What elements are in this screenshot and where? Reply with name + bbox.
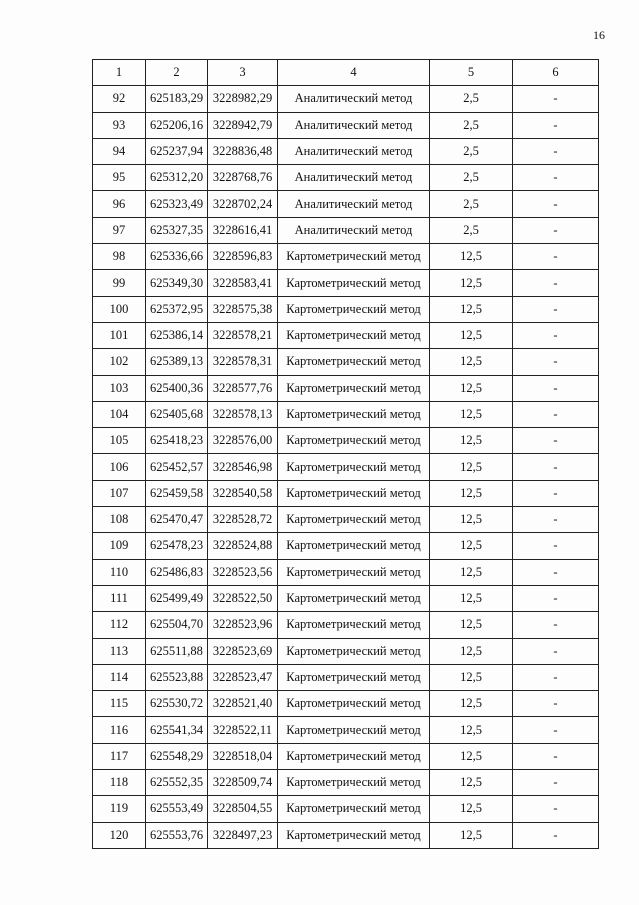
method-cell: Картометрический метод bbox=[278, 585, 430, 611]
note-cell: - bbox=[513, 244, 599, 270]
table-row bbox=[93, 480, 599, 506]
accuracy-cell: 2,5 bbox=[430, 191, 513, 217]
method-cell: Аналитический метод bbox=[278, 165, 430, 191]
y-coordinate-cell: 3228522,11 bbox=[208, 717, 278, 743]
table-row bbox=[93, 86, 599, 112]
note-cell: - bbox=[513, 217, 599, 243]
accuracy-cell: 12,5 bbox=[430, 480, 513, 506]
accuracy-cell: 12,5 bbox=[430, 296, 513, 322]
table-row bbox=[93, 217, 599, 243]
point-number-cell: 119 bbox=[93, 796, 146, 822]
point-number-cell: 113 bbox=[93, 638, 146, 664]
table-row bbox=[93, 822, 599, 848]
y-coordinate-cell: 3228523,47 bbox=[208, 664, 278, 690]
table-row bbox=[93, 559, 599, 585]
table-row bbox=[93, 743, 599, 769]
y-coordinate-cell: 3228836,48 bbox=[208, 138, 278, 164]
y-coordinate-cell: 3228576,00 bbox=[208, 428, 278, 454]
point-number-cell: 107 bbox=[93, 480, 146, 506]
note-cell: - bbox=[513, 165, 599, 191]
accuracy-cell: 12,5 bbox=[430, 507, 513, 533]
y-coordinate-cell: 3228578,21 bbox=[208, 322, 278, 348]
y-coordinate-cell: 3228522,50 bbox=[208, 585, 278, 611]
x-coordinate-cell: 625372,95 bbox=[146, 296, 208, 322]
x-coordinate-cell: 625336,66 bbox=[146, 244, 208, 270]
column-header: 4 bbox=[278, 60, 430, 86]
method-cell: Картометрический метод bbox=[278, 770, 430, 796]
column-header: 5 bbox=[430, 60, 513, 86]
method-cell: Картометрический метод bbox=[278, 559, 430, 585]
table-row bbox=[93, 322, 599, 348]
y-coordinate-cell: 3228528,72 bbox=[208, 507, 278, 533]
table-row bbox=[93, 296, 599, 322]
point-number-cell: 110 bbox=[93, 559, 146, 585]
point-number-cell: 99 bbox=[93, 270, 146, 296]
table-row bbox=[93, 112, 599, 138]
note-cell: - bbox=[513, 191, 599, 217]
table-row bbox=[93, 138, 599, 164]
point-number-cell: 95 bbox=[93, 165, 146, 191]
x-coordinate-cell: 625548,29 bbox=[146, 743, 208, 769]
table-row bbox=[93, 349, 599, 375]
point-number-cell: 98 bbox=[93, 244, 146, 270]
point-number-cell: 118 bbox=[93, 770, 146, 796]
accuracy-cell: 12,5 bbox=[430, 717, 513, 743]
accuracy-cell: 12,5 bbox=[430, 401, 513, 427]
note-cell: - bbox=[513, 796, 599, 822]
note-cell: - bbox=[513, 743, 599, 769]
table-row bbox=[93, 401, 599, 427]
table-row bbox=[93, 770, 599, 796]
accuracy-cell: 12,5 bbox=[430, 244, 513, 270]
method-cell: Аналитический метод bbox=[278, 138, 430, 164]
accuracy-cell: 12,5 bbox=[430, 743, 513, 769]
note-cell: - bbox=[513, 638, 599, 664]
point-number-cell: 106 bbox=[93, 454, 146, 480]
point-number-cell: 115 bbox=[93, 691, 146, 717]
x-coordinate-cell: 625237,94 bbox=[146, 138, 208, 164]
x-coordinate-cell: 625486,83 bbox=[146, 559, 208, 585]
x-coordinate-cell: 625530,72 bbox=[146, 691, 208, 717]
method-cell: Картометрический метод bbox=[278, 454, 430, 480]
note-cell: - bbox=[513, 691, 599, 717]
y-coordinate-cell: 3228523,96 bbox=[208, 612, 278, 638]
method-cell: Картометрический метод bbox=[278, 270, 430, 296]
y-coordinate-cell: 3228523,56 bbox=[208, 559, 278, 585]
method-cell: Картометрический метод bbox=[278, 480, 430, 506]
method-cell: Картометрический метод bbox=[278, 375, 430, 401]
note-cell: - bbox=[513, 428, 599, 454]
accuracy-cell: 12,5 bbox=[430, 428, 513, 454]
method-cell: Картометрический метод bbox=[278, 612, 430, 638]
y-coordinate-cell: 3228497,23 bbox=[208, 822, 278, 848]
x-coordinate-cell: 625552,35 bbox=[146, 770, 208, 796]
y-coordinate-cell: 3228521,40 bbox=[208, 691, 278, 717]
method-cell: Картометрический метод bbox=[278, 533, 430, 559]
note-cell: - bbox=[513, 612, 599, 638]
y-coordinate-cell: 3228578,31 bbox=[208, 349, 278, 375]
x-coordinate-cell: 625400,36 bbox=[146, 375, 208, 401]
x-coordinate-cell: 625327,35 bbox=[146, 217, 208, 243]
method-cell: Картометрический метод bbox=[278, 349, 430, 375]
table-row bbox=[93, 612, 599, 638]
method-cell: Картометрический метод bbox=[278, 717, 430, 743]
note-cell: - bbox=[513, 717, 599, 743]
coordinates-table bbox=[92, 59, 599, 849]
method-cell: Картометрический метод bbox=[278, 507, 430, 533]
method-cell: Картометрический метод bbox=[278, 401, 430, 427]
note-cell: - bbox=[513, 349, 599, 375]
point-number-cell: 96 bbox=[93, 191, 146, 217]
method-cell: Картометрический метод bbox=[278, 664, 430, 690]
method-cell: Картометрический метод bbox=[278, 638, 430, 664]
accuracy-cell: 12,5 bbox=[430, 454, 513, 480]
table-row bbox=[93, 691, 599, 717]
note-cell: - bbox=[513, 86, 599, 112]
accuracy-cell: 12,5 bbox=[430, 796, 513, 822]
note-cell: - bbox=[513, 322, 599, 348]
accuracy-cell: 12,5 bbox=[430, 559, 513, 585]
note-cell: - bbox=[513, 270, 599, 296]
table-row bbox=[93, 191, 599, 217]
y-coordinate-cell: 3228616,41 bbox=[208, 217, 278, 243]
table-row bbox=[93, 664, 599, 690]
page-number: 16 bbox=[593, 28, 605, 42]
y-coordinate-cell: 3228702,24 bbox=[208, 191, 278, 217]
method-cell: Аналитический метод bbox=[278, 112, 430, 138]
note-cell: - bbox=[513, 296, 599, 322]
point-number-cell: 117 bbox=[93, 743, 146, 769]
column-header: 3 bbox=[208, 60, 278, 86]
accuracy-cell: 12,5 bbox=[430, 349, 513, 375]
x-coordinate-cell: 625312,20 bbox=[146, 165, 208, 191]
accuracy-cell: 12,5 bbox=[430, 664, 513, 690]
y-coordinate-cell: 3228578,13 bbox=[208, 401, 278, 427]
table-row bbox=[93, 533, 599, 559]
y-coordinate-cell: 3228583,41 bbox=[208, 270, 278, 296]
table-row bbox=[93, 165, 599, 191]
method-cell: Картометрический метод bbox=[278, 428, 430, 454]
note-cell: - bbox=[513, 138, 599, 164]
point-number-cell: 111 bbox=[93, 585, 146, 611]
table-row bbox=[93, 454, 599, 480]
note-cell: - bbox=[513, 664, 599, 690]
point-number-cell: 97 bbox=[93, 217, 146, 243]
note-cell: - bbox=[513, 507, 599, 533]
y-coordinate-cell: 3228575,38 bbox=[208, 296, 278, 322]
point-number-cell: 112 bbox=[93, 612, 146, 638]
accuracy-cell: 12,5 bbox=[430, 770, 513, 796]
method-cell: Картометрический метод bbox=[278, 691, 430, 717]
method-cell: Картометрический метод bbox=[278, 743, 430, 769]
method-cell: Картометрический метод bbox=[278, 244, 430, 270]
table-row bbox=[93, 717, 599, 743]
y-coordinate-cell: 3228982,29 bbox=[208, 86, 278, 112]
accuracy-cell: 12,5 bbox=[430, 375, 513, 401]
y-coordinate-cell: 3228942,79 bbox=[208, 112, 278, 138]
x-coordinate-cell: 625323,49 bbox=[146, 191, 208, 217]
x-coordinate-cell: 625183,29 bbox=[146, 86, 208, 112]
y-coordinate-cell: 3228768,76 bbox=[208, 165, 278, 191]
x-coordinate-cell: 625405,68 bbox=[146, 401, 208, 427]
accuracy-cell: 12,5 bbox=[430, 691, 513, 717]
accuracy-cell: 2,5 bbox=[430, 112, 513, 138]
x-coordinate-cell: 625349,30 bbox=[146, 270, 208, 296]
accuracy-cell: 12,5 bbox=[430, 638, 513, 664]
point-number-cell: 116 bbox=[93, 717, 146, 743]
point-number-cell: 102 bbox=[93, 349, 146, 375]
point-number-cell: 93 bbox=[93, 112, 146, 138]
table-row bbox=[93, 638, 599, 664]
x-coordinate-cell: 625452,57 bbox=[146, 454, 208, 480]
y-coordinate-cell: 3228518,04 bbox=[208, 743, 278, 769]
note-cell: - bbox=[513, 559, 599, 585]
point-number-cell: 105 bbox=[93, 428, 146, 454]
point-number-cell: 108 bbox=[93, 507, 146, 533]
x-coordinate-cell: 625553,76 bbox=[146, 822, 208, 848]
point-number-cell: 101 bbox=[93, 322, 146, 348]
note-cell: - bbox=[513, 480, 599, 506]
note-cell: - bbox=[513, 454, 599, 480]
point-number-cell: 100 bbox=[93, 296, 146, 322]
note-cell: - bbox=[513, 585, 599, 611]
x-coordinate-cell: 625478,23 bbox=[146, 533, 208, 559]
method-cell: Аналитический метод bbox=[278, 86, 430, 112]
table-header-row bbox=[93, 60, 599, 86]
x-coordinate-cell: 625459,58 bbox=[146, 480, 208, 506]
column-header: 2 bbox=[146, 60, 208, 86]
note-cell: - bbox=[513, 822, 599, 848]
x-coordinate-cell: 625553,49 bbox=[146, 796, 208, 822]
note-cell: - bbox=[513, 770, 599, 796]
y-coordinate-cell: 3228523,69 bbox=[208, 638, 278, 664]
method-cell: Аналитический метод bbox=[278, 191, 430, 217]
table-body bbox=[93, 86, 599, 849]
y-coordinate-cell: 3228509,74 bbox=[208, 770, 278, 796]
table-row bbox=[93, 507, 599, 533]
x-coordinate-cell: 625511,88 bbox=[146, 638, 208, 664]
x-coordinate-cell: 625541,34 bbox=[146, 717, 208, 743]
accuracy-cell: 2,5 bbox=[430, 86, 513, 112]
method-cell: Картометрический метод bbox=[278, 822, 430, 848]
method-cell: Картометрический метод bbox=[278, 296, 430, 322]
x-coordinate-cell: 625504,70 bbox=[146, 612, 208, 638]
note-cell: - bbox=[513, 112, 599, 138]
x-coordinate-cell: 625206,16 bbox=[146, 112, 208, 138]
point-number-cell: 92 bbox=[93, 86, 146, 112]
method-cell: Картометрический метод bbox=[278, 322, 430, 348]
accuracy-cell: 12,5 bbox=[430, 822, 513, 848]
y-coordinate-cell: 3228596,83 bbox=[208, 244, 278, 270]
table-row bbox=[93, 585, 599, 611]
x-coordinate-cell: 625499,49 bbox=[146, 585, 208, 611]
point-number-cell: 94 bbox=[93, 138, 146, 164]
note-cell: - bbox=[513, 375, 599, 401]
x-coordinate-cell: 625418,23 bbox=[146, 428, 208, 454]
accuracy-cell: 12,5 bbox=[430, 533, 513, 559]
column-header: 6 bbox=[513, 60, 599, 86]
column-header: 1 bbox=[93, 60, 146, 86]
y-coordinate-cell: 3228577,76 bbox=[208, 375, 278, 401]
point-number-cell: 104 bbox=[93, 401, 146, 427]
accuracy-cell: 12,5 bbox=[430, 322, 513, 348]
note-cell: - bbox=[513, 401, 599, 427]
y-coordinate-cell: 3228540,58 bbox=[208, 480, 278, 506]
point-number-cell: 103 bbox=[93, 375, 146, 401]
accuracy-cell: 2,5 bbox=[430, 217, 513, 243]
accuracy-cell: 12,5 bbox=[430, 585, 513, 611]
accuracy-cell: 2,5 bbox=[430, 138, 513, 164]
point-number-cell: 109 bbox=[93, 533, 146, 559]
y-coordinate-cell: 3228524,88 bbox=[208, 533, 278, 559]
point-number-cell: 114 bbox=[93, 664, 146, 690]
x-coordinate-cell: 625523,88 bbox=[146, 664, 208, 690]
table-row bbox=[93, 375, 599, 401]
y-coordinate-cell: 3228504,55 bbox=[208, 796, 278, 822]
accuracy-cell: 12,5 bbox=[430, 270, 513, 296]
table-row bbox=[93, 796, 599, 822]
point-number-cell: 120 bbox=[93, 822, 146, 848]
accuracy-cell: 2,5 bbox=[430, 165, 513, 191]
x-coordinate-cell: 625470,47 bbox=[146, 507, 208, 533]
table-row bbox=[93, 428, 599, 454]
accuracy-cell: 12,5 bbox=[430, 612, 513, 638]
x-coordinate-cell: 625389,13 bbox=[146, 349, 208, 375]
method-cell: Аналитический метод bbox=[278, 217, 430, 243]
table-row bbox=[93, 270, 599, 296]
y-coordinate-cell: 3228546,98 bbox=[208, 454, 278, 480]
x-coordinate-cell: 625386,14 bbox=[146, 322, 208, 348]
note-cell: - bbox=[513, 533, 599, 559]
method-cell: Картометрический метод bbox=[278, 796, 430, 822]
table-row bbox=[93, 244, 599, 270]
